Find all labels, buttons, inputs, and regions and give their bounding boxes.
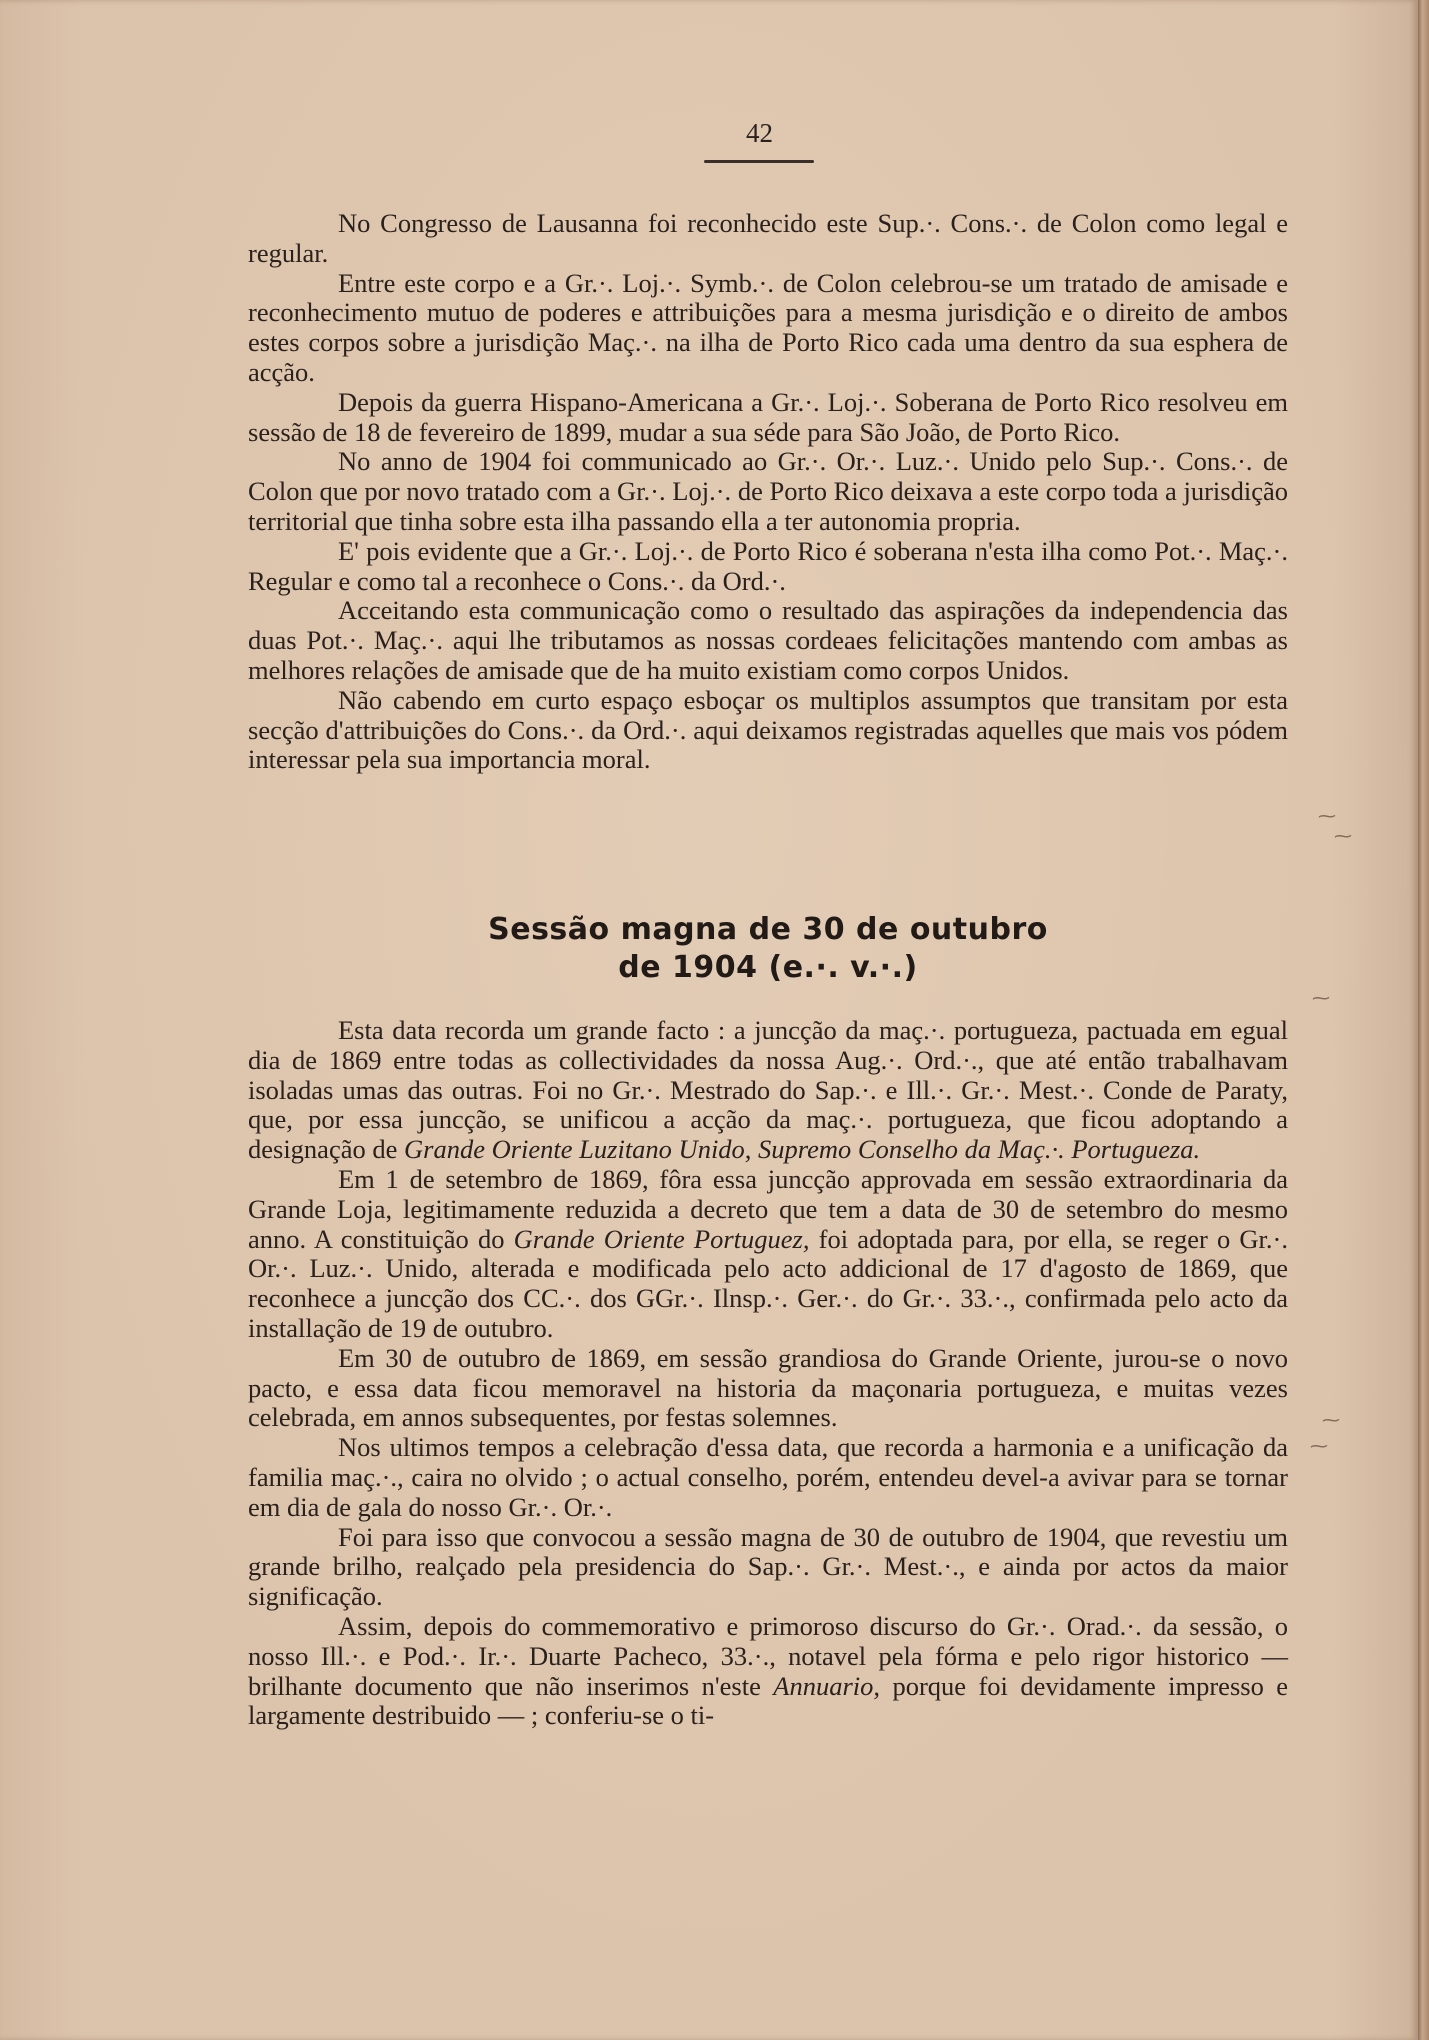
text-block-after-section	[248, 1016, 1288, 1731]
paragraph-convocou: Foi para isso que convocou a sessão magna de 30 de outubro de 1904, que revestiu um grande brilho, realçado pela presidencia do Sap.·. Gr.·. Mest.·., e ainda por actos da maior significação.	[248, 1521, 1288, 1612]
paragraph-tratado: Entre este corpo e a Gr.·. Loj.·. Symb.·. de Colon celebrou-se um tratado de amisade e reconhecimento mutuo de poderes e attribuições para a mesma jurisdição e o direito de ambos estes corpos sobre a jurisdição Maç.·. na ilha de Porto Rico cada uma dentro da sua esphera de acção.	[248, 267, 1288, 387]
paragraph-setembro-italic: Grande Oriente Portuguez,	[513, 1223, 810, 1254]
section-heading-line-2: de 1904 (e.·. v.·.)	[618, 950, 918, 985]
section-heading-line-1: Sessão magna de 30 de outubro	[488, 912, 1048, 947]
paragraph-lausanna: No Congresso de Lausanna foi reconhecido este Sup.·. Cons.·. de Colon como legal e regular.	[248, 208, 1288, 268]
paragraph-ultimos-tempos: Nos ultimos tempos a celebração d'essa data, que recorda a harmonia e a unificação da familia maç.·., caira no olvido ; o actual conselho, porém, entendeu devel-a avivar para se tornar em dia de gala do nosso Gr.·. Or.·.	[248, 1432, 1288, 1522]
paragraph-acceitando: Acceitando esta communicação como o resultado das aspirações da independencia das duas Pot.·. Maç.·. aqui lhe tributamos as nossas cordeaes felicitações mantendo com ambas as melhores relações de amisade que de ha muito existiam como corpos Unidos.	[248, 595, 1288, 685]
page-number: 42	[746, 118, 773, 148]
paragraph-assim-text-start: Assim, depois do commemorativo e primoroso discurso do Gr.·. Orad.·. da sessão, o nosso Ill.·. e Pod.·. Ir.·. Duarte Pacheco, 33.·., notavel pela fórma e pelo rigor historico — brilhante documento que não inserimos n'este	[248, 1610, 1288, 1701]
text-block-before-section	[248, 209, 1288, 775]
paragraph-assim-italic: Annuario,	[773, 1670, 881, 1701]
paragraph-setembro-text-end: foi adoptada para, por ella, se reger o Gr.·. Or.·. Luz.·. Unido, alterada e modificada pelo acto addicional de 17 d'agosto de 1869, que reconhece a juncção dos CC.·. dos GGr.·. Ilnsp.·. Ger.·. do Gr.·. 33.·., confirmada pelo acto da installação de 19 de outubro.	[248, 1223, 1288, 1343]
paragraph-setembro-text-start: Em 1 de setembro de 1869, fôra essa juncção approvada em sessão extraordinaria da Grande Loja, legitimamente reduzida a decreto que tem a data de 30 de setembro do mesmo anno. A constituição do	[248, 1163, 1288, 1254]
paragraph-nao-cabendo: Não cabendo em curto espaço esboçar os multiplos assumptos que transitam por esta secção d'attribuições do Cons.·. da Ord.·. aqui deixamos registradas aquelles que mais vos pódem interessar pela sua importancia moral.	[248, 684, 1288, 775]
book-spine-edge	[1418, 0, 1429, 2040]
paragraph-guerra: Depois da guerra Hispano-Americana a Gr.·. Loj.·. Soberana de Porto Rico resolveu em sessão de 18 de fevereiro de 1899, mudar a sua séde para São João, de Porto Rico.	[248, 386, 1288, 447]
page-number-rule	[704, 160, 814, 163]
paragraph-1904: No anno de 1904 foi communicado ao Gr.·. Or.·. Luz.·. Unido pelo Sup.·. Cons.·. de Colon que por novo tratado com a Gr.·. Loj.·. de Porto Rico deixava a este corpo toda a jurisdição territorial que tinha sobre esta ilha passando ella a ter autonomia propria.	[248, 446, 1288, 536]
paragraph-esta-data	[248, 1016, 1288, 1165]
paper-blemish-mark: ⁓	[1322, 1410, 1340, 1431]
paper-blemish-mark: ⁓	[1310, 1436, 1328, 1457]
paragraph-outubro-1869: Em 30 de outubro de 1869, em sessão grandiosa do Grande Oriente, jurou-se o novo pacto, e essa data ficou memoravel na historia da maçonaria portugueza, e muitas vezes celebrada, em annos subsequentes, por festas solemnes.	[248, 1342, 1288, 1433]
paragraph-esta-data-italic: Grande Oriente Luzitano Unido, Supremo Conselho da Maç.·. Portugueza.	[404, 1134, 1201, 1165]
paragraph-setembro	[248, 1165, 1288, 1344]
paragraph-esta-data-text: Esta data recorda um grande facto : a juncção da maç.·. portugueza, pactuada em egual dia de 1869 entre todas as collectividades da nossa Aug.·. Ord.·., que até então trabalhavam isoladas umas das outras. Foi no Gr.·. Mestrado do Sap.·. e Ill.·. Gr.·. Mest.·. Conde de Paraty, que, por essa juncção, se unificou a acção da maç.·. portugueza, que ficou adoptando a designação de	[248, 1015, 1288, 1165]
section-heading	[248, 911, 1288, 987]
paragraph-assim	[248, 1612, 1288, 1731]
paper-blemish-mark: ⁓	[1312, 988, 1330, 1009]
paragraph-assim-text-end: porque foi devidamente impresso e largamente destribuido — ; conferiu-se o ti-	[248, 1670, 1289, 1731]
paragraph-evidente: E' pois evidente que a Gr.·. Loj.·. de Porto Rico é soberana n'esta ilha como Pot.·. Maç.·. Regular e como tal a reconhece o Cons.·. da Ord.·.	[248, 535, 1288, 596]
paper-blemish-mark: ⁓	[1318, 806, 1336, 827]
paper-blemish-mark: ⁓	[1334, 826, 1352, 847]
